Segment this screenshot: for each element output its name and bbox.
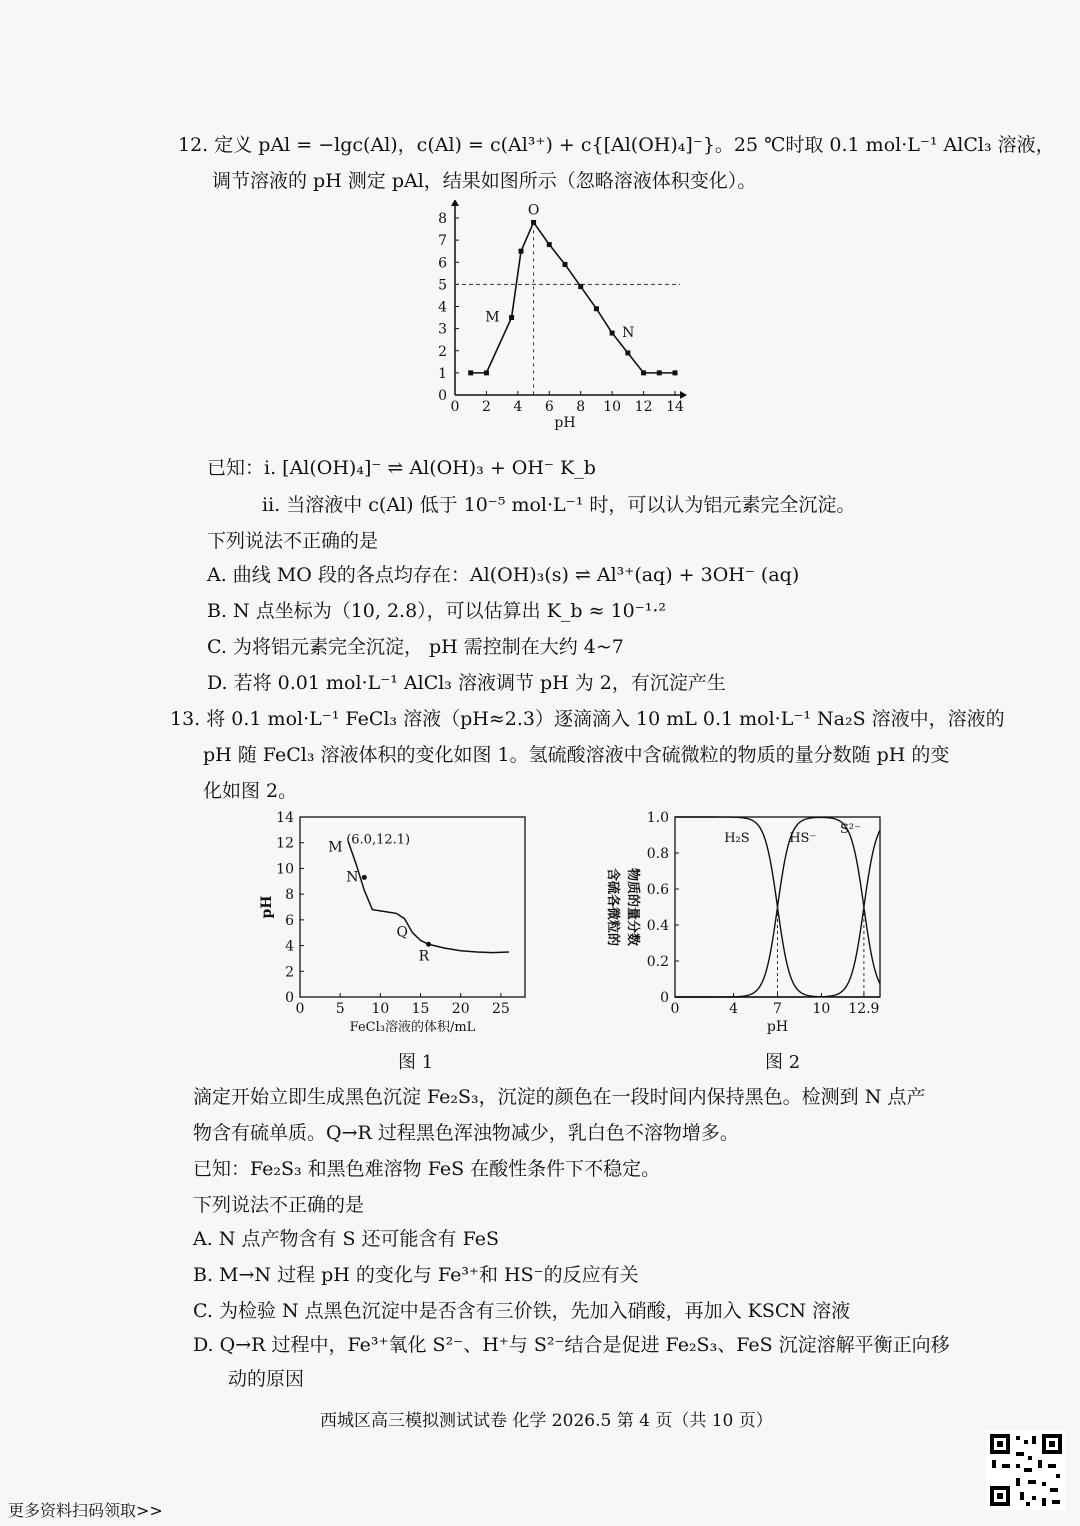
x-tick-label: 25 bbox=[491, 1001, 510, 1017]
y-tick-label: 10 bbox=[276, 861, 294, 878]
q13-para1: 滴定开始立即生成黑色沉淀 Fe₂S₃，沉淀的颜色在一段时间内保持黑色。检测到 N 点产 bbox=[193, 1086, 926, 1108]
y-tick-label: 6 bbox=[285, 912, 294, 929]
y-tick-label: 12 bbox=[276, 835, 294, 852]
point-label-n: N bbox=[346, 869, 359, 886]
data-point bbox=[468, 370, 473, 375]
x-tick-label: 15 bbox=[411, 1001, 430, 1017]
y-tick-label: 1 bbox=[438, 365, 447, 382]
q12-line2: 调节溶液的 pH 测定 pAl，结果如图所示（忽略溶液体积变化）。 bbox=[212, 170, 757, 192]
y-tick-label: 2 bbox=[285, 964, 294, 981]
q12-known1: 已知：i. [Al(OH)₄]⁻ ⇌ Al(OH)₃ + OH⁻ K_b bbox=[207, 457, 596, 479]
data-point bbox=[610, 331, 615, 336]
x-tick-label: 12 bbox=[634, 399, 653, 415]
q13-option-d-line2: 动的原因 bbox=[228, 1368, 305, 1390]
x-axis-label: pH bbox=[766, 1019, 789, 1035]
x-tick-label: 0 bbox=[450, 399, 460, 415]
more-resources-link[interactable]: 更多资料扫码领取>> bbox=[8, 1501, 163, 1520]
x-tick-label: 10 bbox=[812, 1001, 831, 1017]
point-label-n: N bbox=[622, 325, 635, 342]
y-tick-label: 14 bbox=[276, 810, 294, 826]
x-tick-label: 6 bbox=[544, 399, 554, 415]
q12-known2: ii. 当溶液中 c(Al) 低于 10⁻⁵ mol·L⁻¹ 时，可以认为铝元素完全沉淀。 bbox=[262, 494, 856, 516]
q12-option-b: B. N 点坐标为（10, 2.8），可以估算出 K_b ≈ 10⁻¹·² bbox=[207, 600, 667, 622]
data-point bbox=[547, 242, 552, 247]
q13-line2: pH 随 FeCl₃ 溶液体积的变化如图 1。氢硫酸溶液中含硫微粒的物质的量分数随 pH 的变 bbox=[203, 744, 950, 766]
y-tick-label: 0 bbox=[438, 388, 447, 404]
q12-option-a: A. 曲线 MO 段的各点均存在：Al(OH)₃(s) ⇌ Al³⁺(aq) + 3OH⁻ (aq) bbox=[207, 564, 800, 586]
data-point bbox=[519, 249, 524, 254]
series-label-hs: HS⁻ bbox=[789, 831, 817, 847]
chart1-plot bbox=[438, 200, 687, 431]
x-tick-label: 4 bbox=[729, 1001, 739, 1017]
chart-ph-vs-volume bbox=[255, 805, 545, 1040]
data-point bbox=[509, 315, 514, 320]
y-tick-label: 7 bbox=[438, 233, 447, 250]
page-footer: 西城区高三模拟测试试卷 化学 2026.5 第 4 页（共 10 页） bbox=[320, 1411, 773, 1431]
y-tick-label: 2 bbox=[438, 343, 447, 360]
q13-option-a: A. N 点产物含有 S 还可能含有 FeS bbox=[193, 1228, 500, 1250]
point-label-m-coords: (6.0,12.1) bbox=[346, 832, 411, 848]
data-point bbox=[673, 370, 678, 375]
chart2-plot bbox=[259, 810, 525, 1035]
y-tick-label: 0 bbox=[285, 990, 294, 1006]
x-tick-label: 10 bbox=[603, 399, 622, 415]
data-point bbox=[484, 370, 489, 375]
x-tick-label: 14 bbox=[666, 399, 684, 415]
series-label-h2s: H₂S bbox=[724, 831, 750, 847]
y-axis-label-part2: 物质的量分数 bbox=[625, 867, 640, 947]
x-axis-label: pH bbox=[554, 415, 576, 431]
point-label-r: R bbox=[418, 948, 430, 965]
y-tick-label: 4 bbox=[285, 938, 294, 955]
point-label-q: Q bbox=[396, 924, 408, 941]
q13-para2: 物含有硫单质。Q→R 过程黑色浑浊物减少，乳白色不溶物增多。 bbox=[193, 1122, 739, 1144]
x-tick-label: 7 bbox=[773, 1001, 782, 1017]
q12-option-c: C. 为将铝元素完全沉淀， pH 需控制在大约 4~7 bbox=[207, 636, 624, 658]
q13-line3: 化如图 2。 bbox=[203, 780, 298, 802]
x-tick-label: 10 bbox=[371, 1001, 390, 1017]
x-tick-label: 5 bbox=[335, 1001, 345, 1017]
q13-known: 已知：Fe₂S₃ 和黑色难溶物 FeS 在酸性条件下不稳定。 bbox=[193, 1158, 661, 1180]
y-tick-label: 5 bbox=[438, 277, 447, 294]
data-point bbox=[563, 262, 568, 267]
y-tick-label: 0.8 bbox=[646, 846, 669, 862]
data-point bbox=[362, 875, 367, 880]
y-axis-label-part1: 含硫各微粒的 bbox=[605, 867, 620, 947]
data-point bbox=[594, 306, 599, 311]
q13-option-c: C. 为检验 N 点黑色沉淀中是否含有三价铁，先加入硝酸，再加入 KSCN 溶液 bbox=[193, 1300, 851, 1322]
x-axis-label: FeCl₃溶液的体积/mL bbox=[349, 1020, 476, 1035]
figure2-caption: 图 2 bbox=[765, 1052, 801, 1073]
x-tick-label: 4 bbox=[513, 399, 523, 415]
x-tick-label: 12.9 bbox=[848, 1001, 880, 1017]
data-point bbox=[641, 370, 646, 375]
q13-option-b: B. M→N 过程 pH 的变化与 Fe³⁺和 HS⁻的反应有关 bbox=[193, 1264, 639, 1286]
series-label-s2: S²⁻ bbox=[839, 822, 861, 838]
q13-stem: 下列说法不正确的是 bbox=[193, 1194, 365, 1216]
point-label-m: M bbox=[485, 309, 500, 326]
pal-curve bbox=[471, 222, 675, 372]
figure1-caption: 图 1 bbox=[398, 1052, 434, 1073]
y-tick-label: 0.6 bbox=[646, 882, 669, 898]
x-tick-label: 2 bbox=[481, 399, 491, 415]
point-label-m: M bbox=[328, 839, 343, 856]
x-axis-arrow bbox=[680, 391, 687, 399]
y-tick-label: 1.0 bbox=[646, 810, 669, 826]
y-tick-label: 8 bbox=[438, 211, 447, 227]
q12-option-d: D. 若将 0.01 mol·L⁻¹ AlCl₃ 溶液调节 pH 为 2，有沉淀产生 bbox=[207, 672, 726, 694]
chart3-plot bbox=[605, 810, 880, 1035]
data-point bbox=[657, 370, 662, 375]
data-point bbox=[578, 284, 583, 289]
y-tick-label: 0.2 bbox=[646, 954, 669, 970]
ph-curve bbox=[348, 841, 509, 952]
y-tick-label: 8 bbox=[285, 887, 294, 904]
data-point bbox=[531, 220, 536, 225]
y-tick-label: 0 bbox=[660, 990, 669, 1006]
y-tick-label: 0.4 bbox=[646, 918, 669, 934]
y-tick-label: 6 bbox=[438, 255, 447, 272]
y-axis-arrow bbox=[451, 200, 459, 206]
data-point bbox=[426, 942, 431, 947]
x-tick-label: 8 bbox=[576, 399, 586, 415]
x-tick-label: 0 bbox=[295, 1001, 305, 1017]
q13-option-d-line1: D. Q→R 过程中，Fe³⁺氧化 S²⁻、H⁺与 S²⁻结合是促进 Fe₂S₃、FeS 沉淀溶解平衡正向移 bbox=[193, 1334, 950, 1356]
q12-line1: 12. 定义 pAl = −lgc(Al)，c(Al) = c(Al³⁺) + c{[Al(OH)₄]⁻}。25 ℃时取 0.1 mol·L⁻¹ AlCl₃ 溶液， bbox=[178, 134, 1055, 156]
q13-line1: 13. 将 0.1 mol·L⁻¹ FeCl₃ 溶液（pH≈2.3）逐滴滴入 10 mL 0.1 mol·L⁻¹ Na₂S 溶液中，溶液的 bbox=[170, 708, 1005, 730]
q12-stem: 下列说法不正确的是 bbox=[207, 530, 379, 552]
y-axis-label: pH bbox=[259, 895, 275, 919]
qr-code-icon[interactable] bbox=[986, 1430, 1066, 1510]
y-tick-label: 4 bbox=[438, 299, 447, 316]
qr-code-graphic bbox=[986, 1430, 1066, 1510]
y-tick-label: 3 bbox=[438, 321, 447, 338]
x-tick-label: 0 bbox=[670, 1001, 680, 1017]
data-point bbox=[625, 350, 630, 355]
point-label-o: O bbox=[527, 202, 540, 219]
x-tick-label: 20 bbox=[451, 1001, 470, 1017]
chart-pal-vs-ph bbox=[410, 200, 700, 440]
chart-fraction-vs-ph bbox=[595, 805, 895, 1040]
